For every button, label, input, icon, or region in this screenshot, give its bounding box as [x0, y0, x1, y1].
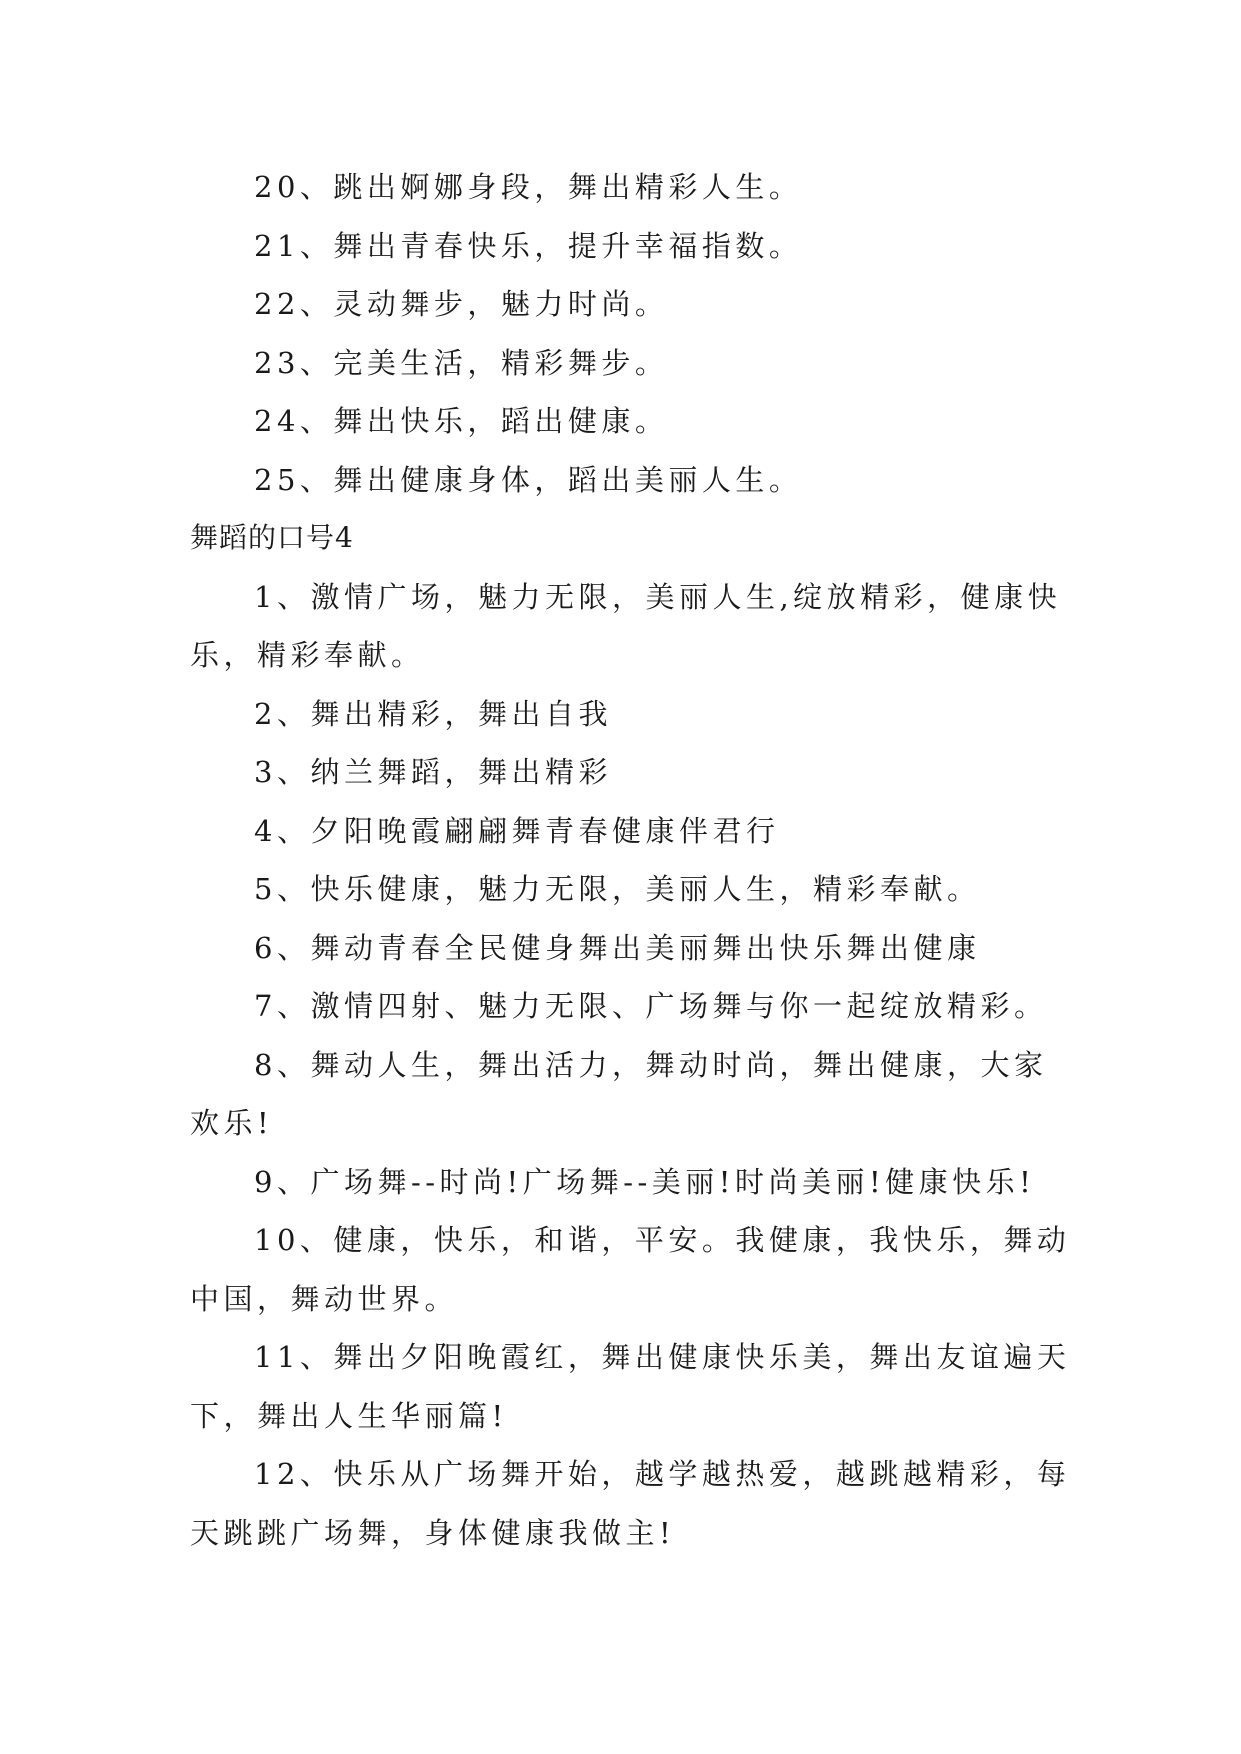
slogan-line: 6、舞动青春全民健身舞出美丽舞出快乐舞出健康	[254, 930, 981, 965]
slogan-line: 3、纳兰舞蹈，舞出精彩	[254, 755, 612, 789]
slogan-item	[190, 1153, 1052, 1212]
list-item: 23、完美生活，精彩舞步。	[254, 345, 669, 380]
slogan-item	[190, 977, 1052, 1036]
slogan-line-continued: 欢乐!	[190, 1106, 274, 1140]
slogan-line: 1、激情广场，魅力无限，美丽人生,绽放精彩，健康快	[254, 579, 1062, 614]
slogan-line: 5、快乐健康，魅力无限，美丽人生，精彩奉献。	[254, 872, 981, 906]
slogan-line-continued: 中国，舞动世界。	[190, 1281, 459, 1316]
list-item: 24、舞出快乐，蹈出健康。	[254, 404, 669, 438]
slogan-item	[190, 1036, 1052, 1153]
slogan-item	[190, 568, 1062, 685]
slogan-item	[190, 860, 1052, 919]
list-item: 20、跳出婀娜身段，舞出精彩人生。	[254, 170, 803, 204]
slogan-line-continued: 乐，精彩奉献。	[190, 638, 425, 672]
slogan-item	[190, 919, 1052, 978]
slogan-line-continued: 下，舞出人生华丽篇!	[190, 1398, 508, 1433]
slogan-line: 10、健康，快乐，和谐，平安。我健康，我快乐，舞动	[254, 1223, 1071, 1257]
list-item: 21、舞出青春快乐，提升幸福指数。	[254, 228, 803, 263]
slogan-line: 8、舞动人生，舞出活力，舞动时尚，舞出健康，大家	[254, 1047, 1048, 1082]
slogan-line: 12、快乐从广场舞开始，越学越热爱，越跳越精彩，每	[254, 1457, 1071, 1491]
slogan-item	[190, 743, 1052, 802]
slogan-item	[190, 685, 1052, 744]
slogan-item	[190, 1328, 1071, 1445]
slogan-item	[190, 1211, 1071, 1328]
list-item: 25、舞出健康身体，蹈出美丽人生。	[254, 462, 803, 497]
slogan-line: 4、夕阳晚霞翩翩舞青春健康伴君行	[254, 813, 780, 848]
slogan-item	[190, 802, 1052, 861]
slogan-line: 9、广场舞--时尚!广场舞--美丽!时尚美丽!健康快乐!	[254, 1164, 1036, 1199]
section-heading: 舞蹈的口号4	[190, 521, 354, 554]
slogan-line: 7、激情四射、魅力无限、广场舞与你一起绽放精彩。	[254, 989, 1048, 1023]
slogan-line-continued: 天跳跳广场舞，身体健康我做主!	[190, 1515, 676, 1550]
document-body	[190, 158, 1071, 1562]
slogan-line: 11、舞出夕阳晚霞红，舞出健康快乐美，舞出友谊遍天	[254, 1340, 1071, 1374]
slogan-item	[190, 1445, 1071, 1562]
slogan-line: 2、舞出精彩，舞出自我	[254, 696, 612, 731]
list-item: 22、灵动舞步，魅力时尚。	[254, 287, 669, 321]
